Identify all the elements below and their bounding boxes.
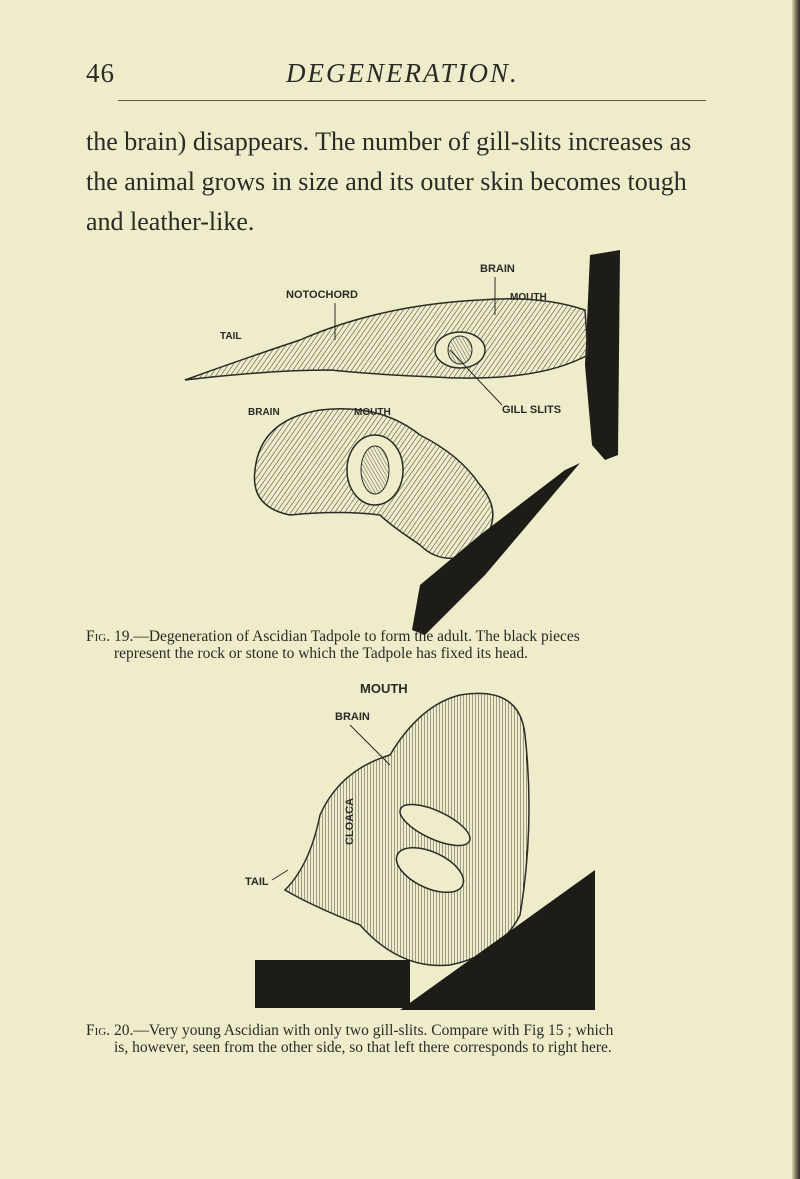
figure-19-caption	[86, 628, 726, 662]
figure-19-caption-line1: —Degeneration of Ascidian Tadpole to form the adult. The black pieces	[133, 628, 580, 645]
tadpole-gill	[448, 336, 472, 364]
header-rule	[118, 100, 706, 101]
figure-19-drawing	[180, 245, 640, 640]
label-mouth-lower: MOUTH	[354, 407, 391, 418]
figure-20-caption-line2: is, however, seen from the other side, so that left there corresponds to right here.	[114, 1039, 612, 1056]
label-gill-slits: GILL SLITS	[502, 404, 562, 416]
rock-base-left	[255, 960, 410, 1008]
ascidian-body	[285, 693, 529, 965]
label-mouth: MOUTH	[360, 681, 408, 696]
page-edge-shadow	[792, 0, 800, 1179]
tadpole-body	[185, 299, 588, 380]
label-mouth-top: MOUTH	[510, 292, 547, 303]
page-number: 46	[86, 58, 115, 88]
figure-19-illustration	[180, 245, 640, 640]
figure-20-caption	[86, 1022, 726, 1056]
figure-19-caption-line2: represent the rock or stone to which the Tadpole has fixed its head.	[114, 645, 528, 662]
figure-19-caption-lead: Fig. 19.	[86, 628, 134, 645]
label-notochord: NOTOCHORD	[286, 289, 358, 301]
label-cloaca: CLOACA	[344, 797, 356, 845]
leader-tail	[272, 870, 288, 880]
figure-20-caption-lead: Fig. 20.	[86, 1022, 134, 1039]
figure-20-drawing	[245, 675, 610, 1015]
label-tail: TAIL	[220, 331, 242, 342]
figure-20-caption-line1: —Very young Ascidian with only two gill-slits. Compare with Fig 15 ; which	[133, 1022, 614, 1039]
body-paragraph: the brain) disappears. The number of gill-slits increases as the animal grows in size and its outer skin becomes tough and leather-like.	[86, 127, 692, 236]
adult-gill	[361, 446, 389, 494]
label-tail: TAIL	[245, 876, 269, 888]
label-brain-top: BRAIN	[480, 263, 515, 275]
leader-brain	[350, 725, 390, 765]
figure-20-illustration	[245, 675, 610, 1015]
rock-upper-shape	[585, 250, 620, 460]
page-header	[86, 58, 706, 98]
running-title: DEGENERATION.	[286, 58, 519, 88]
label-brain-lower: BRAIN	[248, 407, 280, 418]
label-brain: BRAIN	[335, 711, 370, 723]
